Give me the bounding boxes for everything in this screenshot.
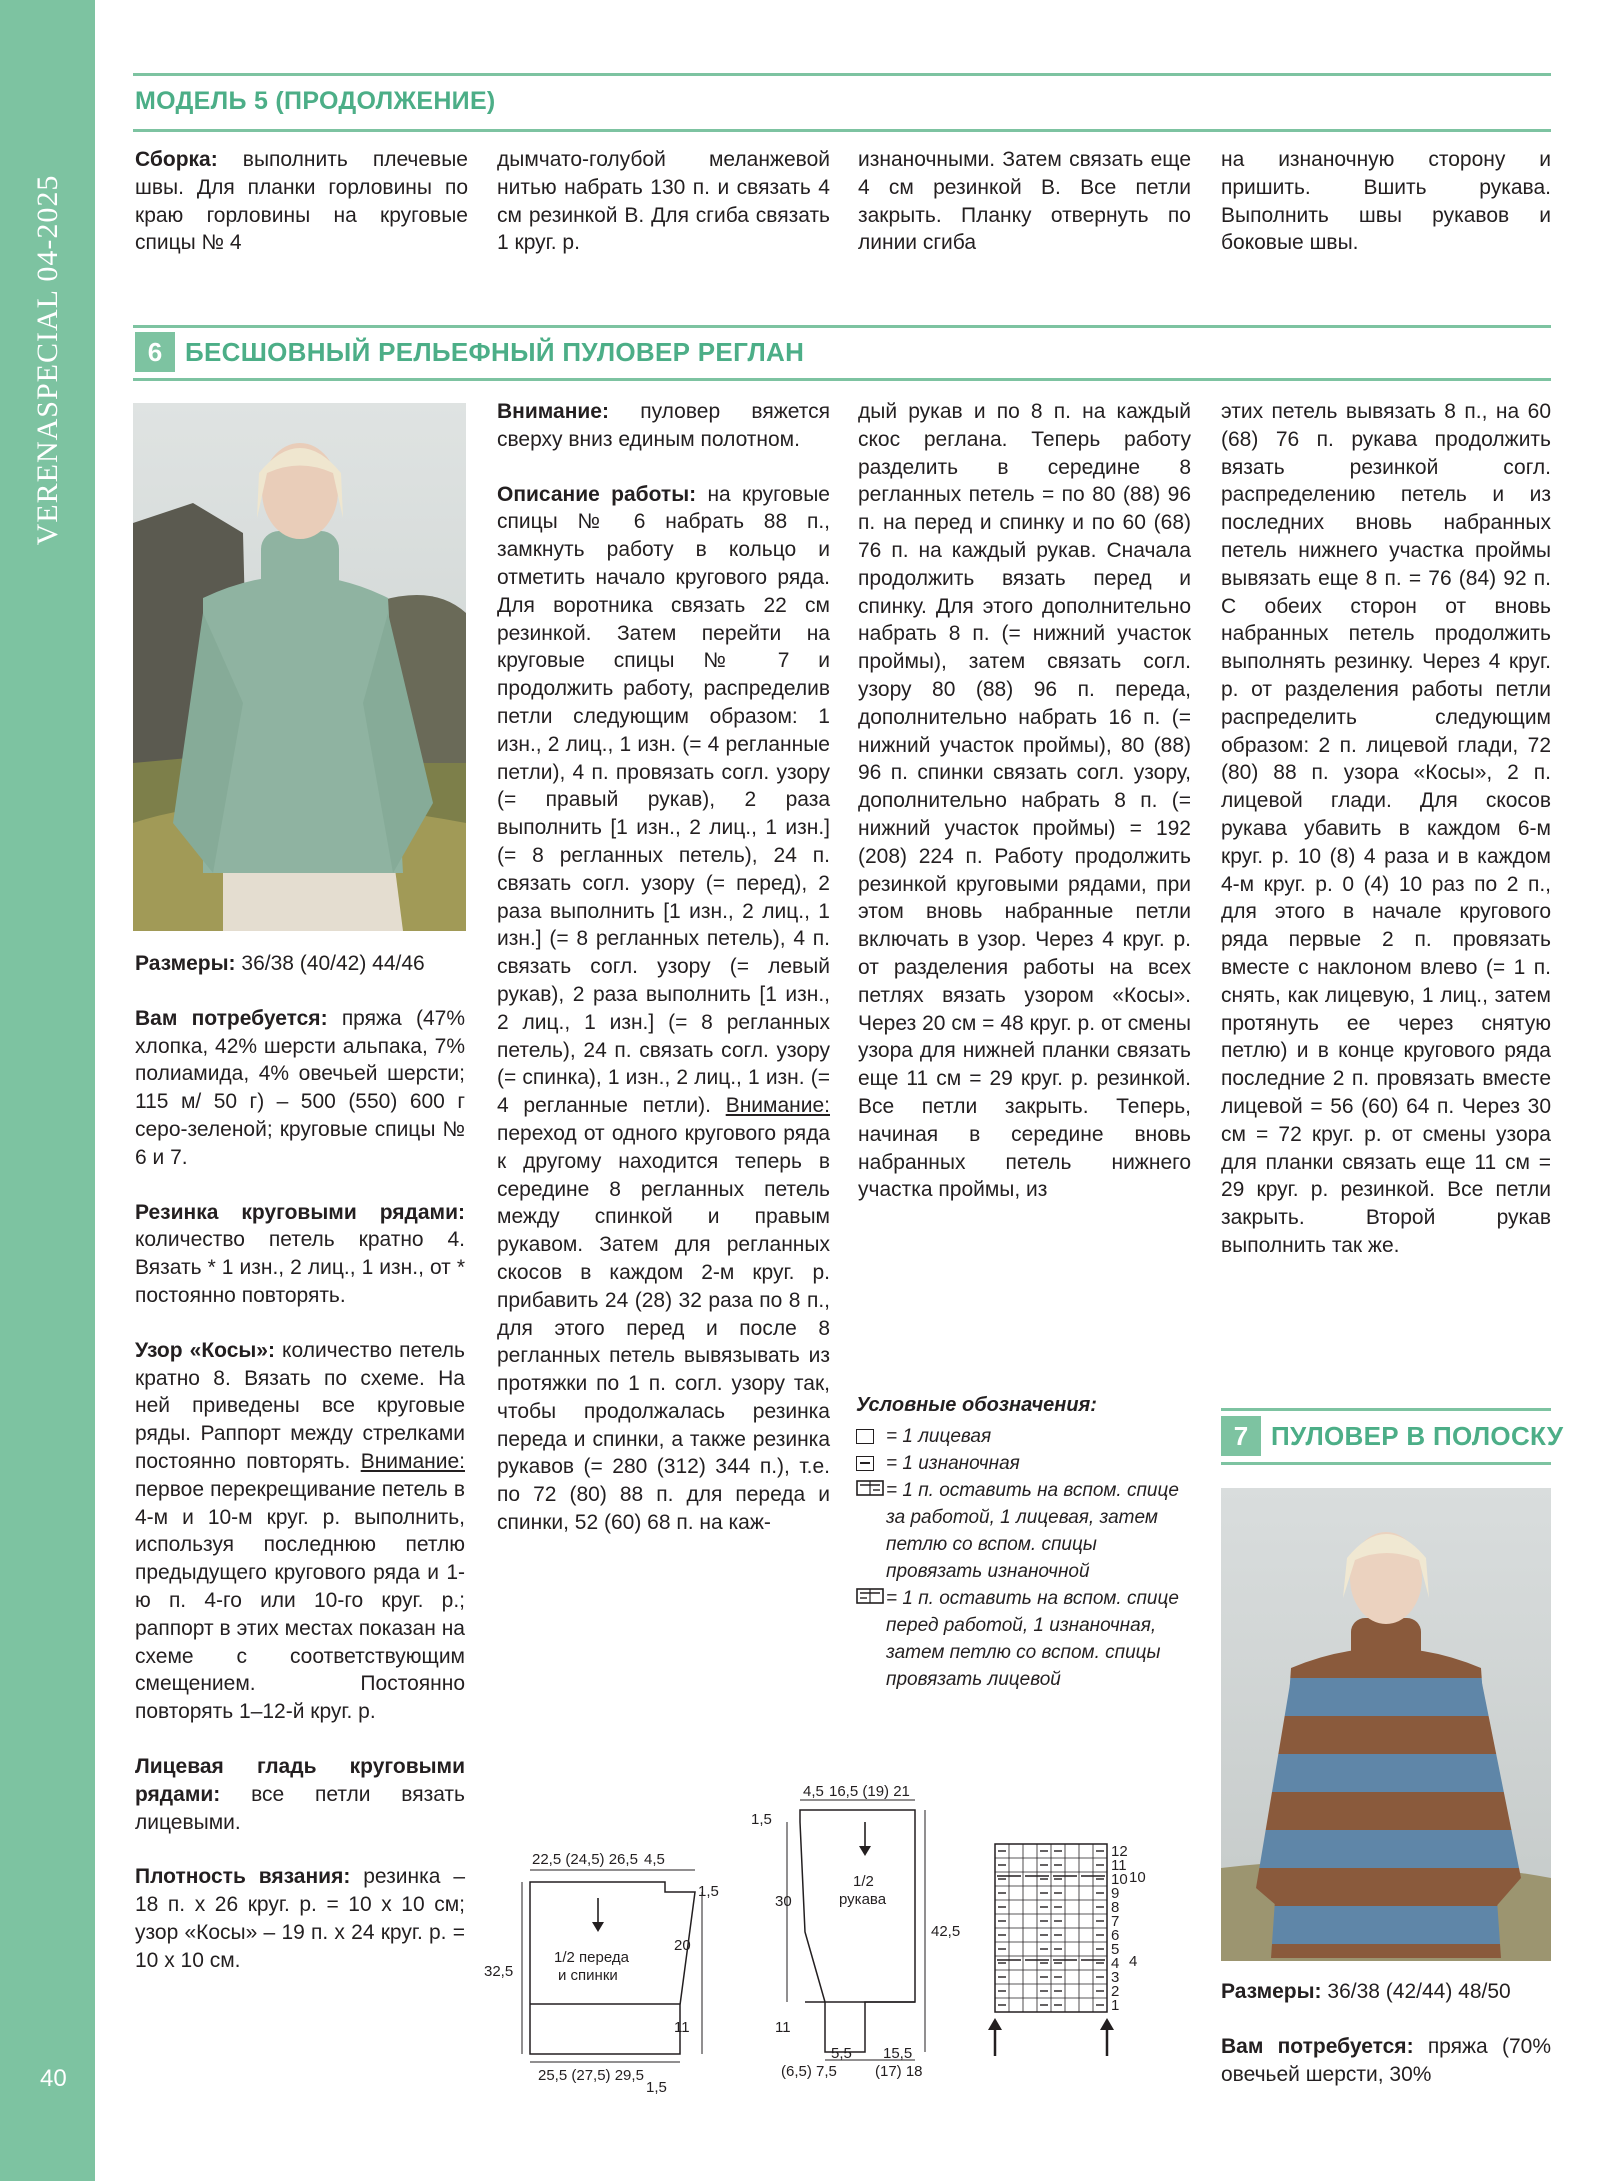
sleeve-bottom-d: (17) 18 [875,2063,923,2080]
description-paragraph: Описание работы: на круговые спицы № 6 набрать 88 п., замкнуть работу в кольцо и отметить начало кругового ряда. Для воротника связать 22 см резинкой. Затем перейти на круговые спицы № 7 и продолжить работу, распределив петли следующим образом: 1 изн., 2 лиц., 1 изн. (= 4 регланные петли), 4 п. провязать согл. узору (= правый рукав), 2 раза выполнить [1 изн., 2 лиц., 1 изн.] (= 8 регланных петель), 24 п. связать согл. узору (= перед), 2 раза выполнить [1 изн., 2 лиц., 1 изн.] (= 8 регланных петель), 4 п. связать согл. узору (= левый рукав), 2 раза выполнить [1 изн., 2 лиц., 1 изн.] (= 8 регланных петель), 24 п. связать согл. узору (= спинка), 1 изн., 2 лиц., 1 изн. (= 4 регланные петли). Внимание: переход от одного кругового ряда к другому находится теперь в середине 8 регланных петель между спинкой и правым рукавом. Затем для регланных скосов в каждом 2-м круг. р. прибавить 24 (28) 32 раза по 8 п., для этого перед и после 8 регланных петель вывязывать из протяжки по 1 п. согл. узору так, чтобы продолжалась резинка переда и спинки, а также резинка рукавов (= 280 (312) 344 п.), т.е. по 72 (80) 88 п. для переда и спинки, 52 (60) 68 п. на каж- [497,482,830,1535]
body-height-upper: 20 [674,1937,691,1954]
knit-symbol-icon [856,1423,886,1450]
body-label-a: 1/2 переда [554,1949,629,1966]
legend-item: = 1 п. оставить на вспом. спице перед работой, 1 изнаночная, затем петлю со вспом. спицы провязать лицевой [856,1585,1196,1693]
divider [133,378,1551,381]
sleeve-bottom-c: (6,5) 7,5 [781,2063,837,2080]
model7-col [1221,1978,1551,2088]
body-height-lower: 11 [674,2019,690,2036]
model6-photo [133,403,466,931]
cable-chart [985,1832,1195,2082]
sleeve-height-total: 42,5 [931,1923,961,1940]
model6-col3: дый рукав и по 8 п. на каждый скос реглана. Теперь работу разделить в середине 8 регланных петель = по 80 (88) 96 п. на перед и спинку и по 60 (68) 76 п. на каждый рукав. Сначала продолжить вязать перед и спинку. Для этого дополнительно набрать 8 п. (= нижний участок проймы), затем связать согл. узору 80 (88) 96 п. переда, дополнительно набрать 16 п. (= нижний участок проймы), 80 (88) 96 п. спинки связать согл. узору, дополнительно набрать 8 п. (= нижний участок проймы) = 192 (208) 224 п. Работу продолжить резинкой круговыми рядами, при этом вновь набранные петли включать в узор. Через 4 круг. р. от разделения работы на всех петлях вязать узором «Косы». Через 20 см = 48 круг. р. от смены узора для нижней планки связать еще 11 см = 29 круг. р. резинкой. Все петли закрыть. Теперь, начиная в середине вновь набранных петель нижнего участка проймы, из [858,400,1191,1202]
model5-header: МОДЕЛЬ 5 (ПРОДОЛЖЕНИЕ) [135,87,496,115]
sleeve-bottom-a: 5,5 [831,2045,852,2062]
sleeve-top-left: 4,5 [803,1783,824,1800]
chart-row-label: 6 [1111,1927,1120,1944]
chart-row-label: 9 [1111,1885,1120,1902]
sleeve-height-left: 30 [775,1893,792,1910]
repeat-arrow-icon [1100,2018,1114,2030]
sleeve-label-a: 1/2 [853,1873,874,1890]
model6-col4: этих петель вывязать 8 п., на 60 (68) 76 п. рукава продолжить вязать резинкой согл. распределению петель и из последних вновь набранных петель нижнего участка проймы вывязать еще 8 п. = 76 (84) 92 п. С обеих сторон от вновь набранных петель продолжить выполнять резинку. Через 4 круг. р. от разделения работы петли распределить следующим образом: 2 п. лицевой глади, 72 (80) 88 п. узора «Косы», 2 п. лицевой глади. Для скосов рукава убавить в каждом 6-м круг. р. 10 (8) 4 раза и в каждом 4-м круг. р. 0 (4) 10 раз по 2 п., для этого в начале кругового ряда первые 2 п. провязать вместе с наклоном влево (= 1 п. снять, как лицевую, 1 лиц., затем протянуть ее через снятую петлю) и в конце кругового ряда последние 2 п. провязать вместе лицевой = 56 (60) 64 п. Через 30 см = 72 круг. р. от смены узора для планки связать еще 11 см = 29 круг. р. резинкой. Все петли закрыть. Второй рукав выполнить так же. [1221,400,1551,1257]
sleeve-height-lower: 11 [775,2019,791,2036]
legend-item: = 1 изнаночная [856,1450,1196,1477]
chart-row-label: 11 [1111,1857,1127,1874]
chart-row-label: 10 [1111,1871,1128,1888]
rib-paragraph: Резинка круговыми рядами: количество петель кратно 4. Вязать * 1 изн., 2 лиц., 1 изн., от * постоянно повторять. [135,1200,465,1307]
body-top-width: 22,5 (24,5) 26,5 [532,1851,638,1868]
body-top-side: 4,5 [644,1851,665,1868]
cable-paragraph: Узор «Косы»: количество петель кратно 8. Вязать по схеме. На ней приведены все круговые ряды. Раппорт между стрелками постоянно повторять. Внимание: первое перекрещивание петель в 4-м и 10-м круг. р. выполнить, используя последнюю петлю предыдущего кругового ряда и 1-ю п. 4-го или 10-го круг. р.; раппорт в этих местах показан на схеме с соответствующим смещением. Постоянно повторять 1–12-й круг. р. [135,1338,465,1724]
chart-side-mark: 10 [1129,1869,1146,1886]
sizes-paragraph: Размеры: 36/38 (40/42) 44/46 [135,952,425,975]
cross-left-symbol-icon [856,1585,886,1693]
repeat-arrow-icon [988,2018,1002,2030]
chart-row-label: 2 [1111,1983,1120,2000]
model7-materials-paragraph: Вам потребуется: пряжа (70% овечьей шерсти, 30% [1221,2034,1551,2086]
legend-title: Условные обозначения: [856,1394,1097,1416]
chart-row-label: 12 [1111,1843,1128,1860]
body-height-total: 32,5 [484,1963,514,1980]
model5-col1: Сборка: выполнить плечевые швы. Для планки горловины по краю горловины на круговые спицы № 4 [135,148,468,255]
chart-row-label: 4 [1111,1955,1120,1972]
body-label-b: и спинки [558,1967,618,1984]
divider [133,129,1551,132]
model6-header [135,332,804,372]
legend-item: = 1 п. оставить на вспом. спице за работой, 1 лицевая, затем петлю со вспом. спицы провязать изнаночной [856,1477,1196,1585]
sleeve-label-b: рукава [839,1891,887,1908]
body-schematic [470,1840,730,2100]
model7-number: 7 [1221,1416,1261,1456]
model5-col4: на изнаночную сторону и пришить. Вшить рукава. Выполнить швы рукавов и боковые швы. [1221,148,1551,255]
body-right-top: 1,5 [698,1883,719,1900]
stockinette-paragraph: Лицевая гладь круговыми рядами: все петли вязать лицевыми. [135,1754,465,1834]
sleeve-schematic [745,1782,975,2082]
cross-right-symbol-icon [856,1477,886,1585]
chart-row-label: 8 [1111,1899,1120,1916]
model6-number: 6 [135,332,175,372]
legend-item: = 1 лицевая [856,1423,1196,1450]
sleeve-bottom-b: 15,5 [883,2045,913,2062]
chart-row-label: 3 [1111,1969,1120,1986]
chart-row-label: 5 [1111,1941,1120,1958]
divider [1221,1408,1551,1411]
model7-title: ПУЛОВЕР В ПОЛОСКУ [1271,1420,1564,1451]
model5-col3: изнаночными. Затем связать еще 4 см резинкой В. Все петли закрыть. Планку отвернуть по линии сгиба [858,148,1191,255]
divider [133,325,1551,328]
sleeve-top-width: 16,5 (19) 21 [829,1783,910,1800]
materials-paragraph: Вам потребуется: пряжа (47% хлопка, 42% шерсти альпака, 7% полиамида, 4% овечьей шерсти; 115 м/ 50 г) – 500 (550) 600 г серо-зеленой; круговые спицы № 6 и 7. [135,1006,465,1169]
model6-col1 [135,950,465,1975]
model5-col2: дымчато-голубой меланжевой нитью набрать 130 п. и связать 4 см резинкой В. Для сгиба связать 1 круг. р. [497,148,830,255]
chart-row-label: 7 [1111,1913,1120,1930]
model7-header [1221,1416,1563,1456]
chart-row-label: 1 [1111,1997,1120,2014]
body-bottom-width: 25,5 (27,5) 29,5 [538,2067,644,2084]
attention-paragraph: Внимание: пуловер вяжется сверху вниз единым полотном. [497,400,830,451]
divider [133,73,1551,76]
model6-col2 [497,398,830,1537]
magazine-title: VERENASPECIAL 04-2025 [31,174,64,546]
chart-side-mark: 4 [1129,1953,1138,1970]
gauge-paragraph: Плотность вязания: резинка – 18 п. х 26 круг. р. = 10 х 10 см; узор «Косы» – 19 п. х 24 круг. р. = 10 х 10 см. [135,1865,465,1972]
model6-title: БЕСШОВНЫЙ РЕЛЬЕФНЫЙ ПУЛОВЕР РЕГЛАН [185,336,805,367]
divider [1221,1462,1551,1465]
model7-sizes-paragraph: Размеры: 36/38 (42/44) 48/50 [1221,1980,1511,2003]
purl-symbol-icon [856,1450,886,1477]
sleeve-top-side: 1,5 [751,1811,772,1828]
page-number: 40 [40,2065,67,2092]
body-bottom-right: 1,5 [646,2079,667,2096]
legend [856,1392,1196,1693]
model7-photo [1221,1488,1551,1961]
